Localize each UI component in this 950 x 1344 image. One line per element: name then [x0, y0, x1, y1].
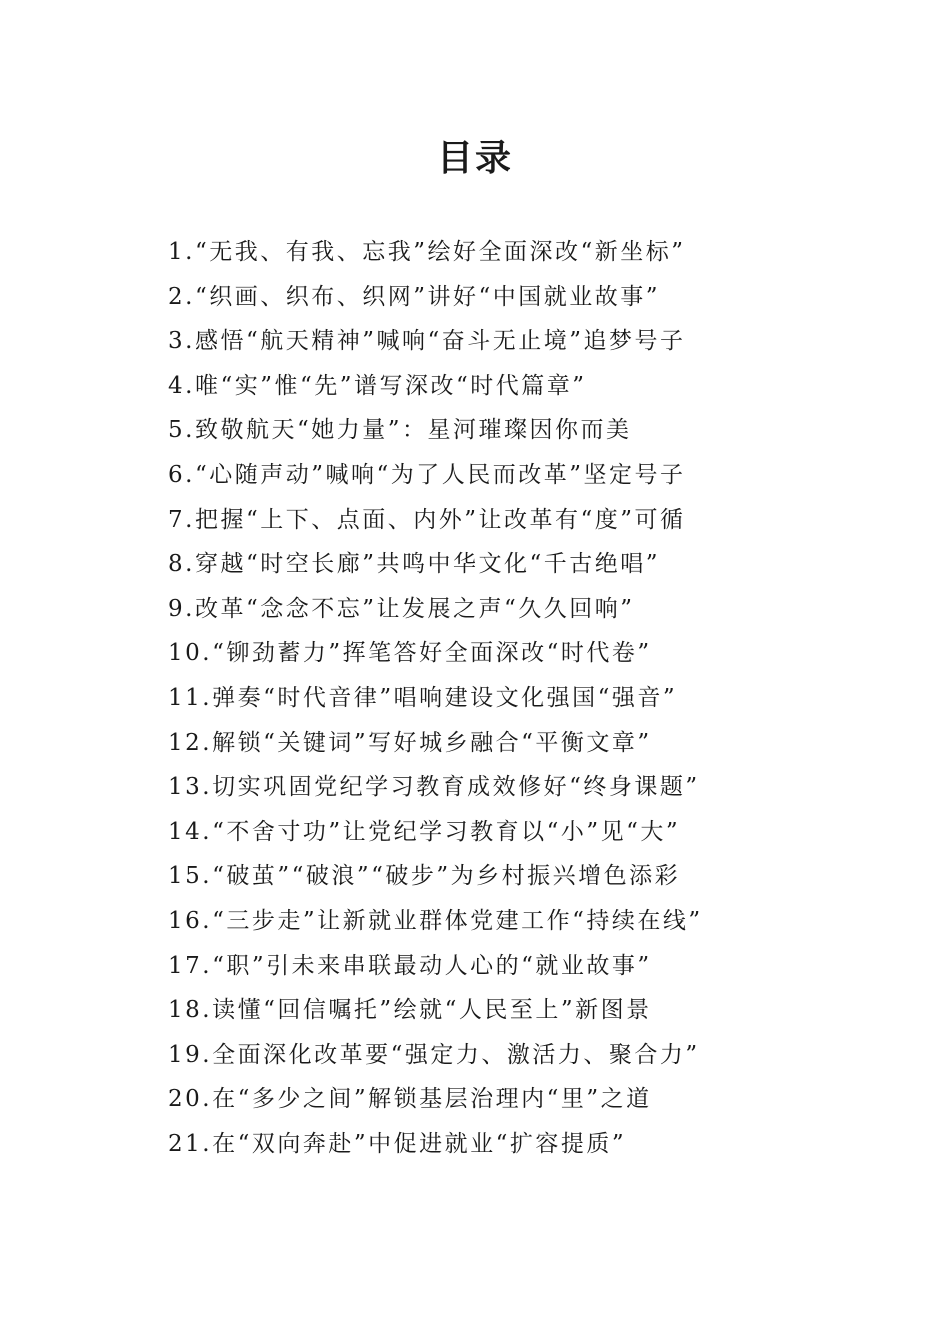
page-title: 目录 [436, 137, 513, 179]
toc-item: 13.切实巩固党纪学习教育成效修好“终身课题” [168, 774, 700, 801]
toc-item: 4.唯“实”惟“先”谱写深改“时代篇章” [168, 372, 587, 399]
toc-item: 20.在“多少之间”解锁基层治理内“里”之道 [168, 1086, 652, 1113]
toc-item: 10.“铆劲蓄力”挥笔答好全面深改“时代卷” [168, 640, 652, 667]
toc-item: 6.“心随声动”喊响“为了人民而改革”坚定号子 [168, 461, 686, 488]
toc-item: 5.致敬航天“她力量”：星河璀璨因你而美 [168, 417, 632, 444]
toc-item: 8.穿越“时空长廊”共鸣中华文化“千古绝唱” [168, 551, 660, 578]
toc-item: 9.改革“念念不忘”让发展之声“久久回响” [168, 595, 635, 622]
toc-item: 2.“织画、织布、织网”讲好“中国就业故事” [168, 283, 660, 310]
toc-item: 17.“职”引未来串联最动人心的“就业故事” [168, 952, 652, 979]
table-of-contents [168, 230, 888, 1166]
toc-item: 16.“三步走”让新就业群体党建工作“持续在线” [168, 907, 703, 934]
toc-item: 14.“不舍寸功”让党纪学习教育以“小”见“大” [168, 818, 681, 845]
toc-item: 1.“无我、有我、忘我”绘好全面深改“新坐标” [168, 239, 686, 265]
toc-item: 15.“破茧”“破浪”“破步”为乡村振兴增色添彩 [168, 863, 681, 890]
toc-item: 19.全面深化改革要“强定力、激活力、聚合力” [168, 1041, 700, 1068]
toc-item: 18.读懂“回信嘱托”绘就“人民至上”新图景 [168, 997, 652, 1024]
toc-item: 11.弹奏“时代音律”唱响建设文化强国“强音” [168, 684, 678, 711]
toc-item: 21.在“双向奔赴”中促进就业“扩容提质” [168, 1130, 627, 1157]
toc-item: 3.感悟“航天精神”喊响“奋斗无止境”追梦号子 [168, 328, 686, 355]
toc-item: 7.把握“上下、点面、内外”让改革有“度”可循 [168, 506, 686, 533]
toc-item: 12.解锁“关键词”写好城乡融合“平衡文章” [168, 729, 652, 756]
